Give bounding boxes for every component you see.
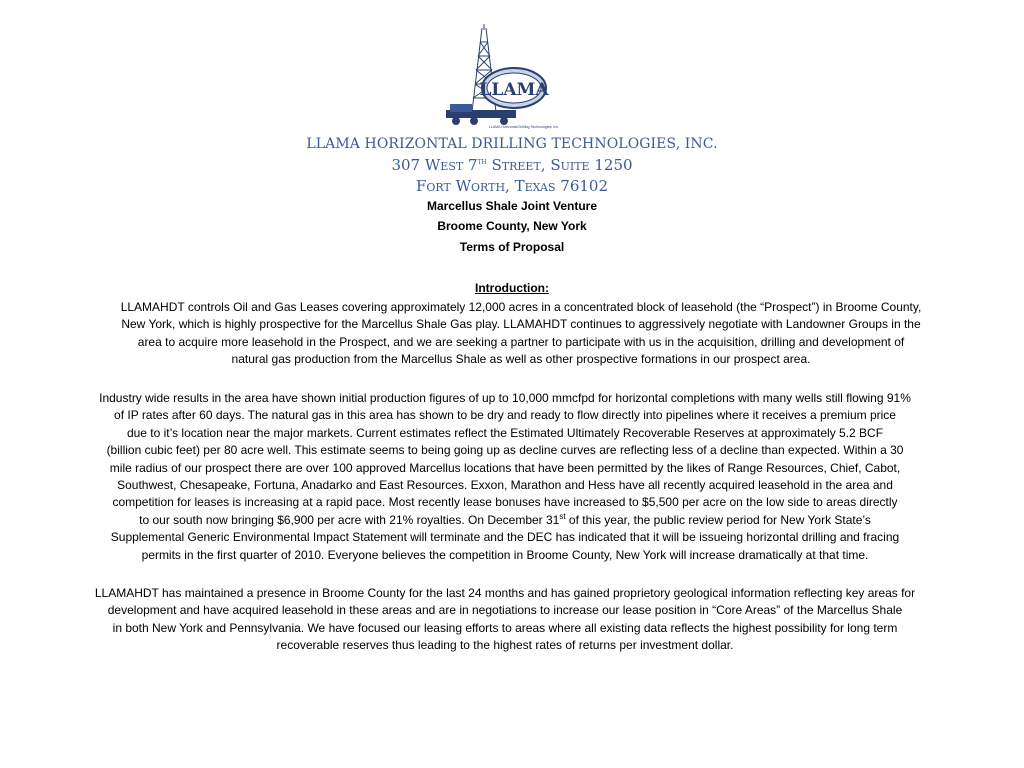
paragraph-line: LLAMAHDT controls Oil and Gas Leases covering approximately 12,000 acres in a concentrated block of leasehold (the “Prospect”) in Broome County, — [120, 300, 922, 314]
document-title: Marcellus Shale Joint Venture — [426, 199, 598, 213]
introduction-heading: Introduction: — [475, 281, 549, 295]
paragraph-line: due to it’s location near the major markets. Current estimates reflect the Estimated Ultimately Recoverable Reserves at approximately 5.2 BCF — [126, 425, 884, 440]
paragraph-presence — [40, 585, 970, 655]
company-name: LLAMA HORIZONTAL DRILLING TECHNOLOGIES, INC. — [306, 136, 718, 152]
paragraph-line: LLAMAHDT has maintained a presence in Broome County for the last 24 months and has gained proprietory geological information reflecting key areas for — [94, 586, 916, 600]
date-ordinal: st — [559, 511, 566, 521]
paragraph-line: Southwest, Chesapeake, Fortuna, Anadarko and East Resources. Exxon, Marathon and Hess have all recently acquired leasehold in the area and — [117, 478, 893, 493]
paragraph-line: development and have acquired leasehold in these areas and are in negotiations to increase our lease position in “Core Areas” of the Marcellus Shale — [107, 603, 903, 618]
paragraph-line: Industry wide results in the area have shown initial production figures of up to 10,000 mmcfpd for horizontal completions with many wells still flowing 91% — [99, 391, 911, 405]
logo-subtext: LLAMA Horizontal Drilling Technologies, Inc. — [488, 125, 560, 129]
paragraph-line: mile radius of our prospect there are over 100 approved Marcellus locations that have been permitted by the likes of Range Resources, Chief, Cabot, — [109, 460, 901, 475]
document-location: Broome County, New York — [437, 219, 587, 233]
paragraph-prospect — [56, 299, 986, 369]
line-text: to our south now bringing $6,900 per acre with 21% royalties. On December 31 — [139, 512, 560, 527]
paragraph-line: Supplemental Generic Environmental Impact Statement will terminate and the DEC has indicated that it will be issueing horizontal drilling and fracing — [110, 530, 900, 545]
document-subtitle: Terms of Proposal — [459, 240, 565, 254]
paragraph-line: recoverable reserves thus leading to the highest rates of returns per investment dollar. — [276, 638, 734, 653]
paragraph-line: (billion cubic feet) per 80 acre well. This estimate seems to being going up as decline curves are reflecting less of a decline than expected. Within a 30 — [106, 443, 904, 458]
drilling-rig-logo-icon — [430, 24, 560, 134]
company-logo — [430, 24, 560, 134]
paragraph-line: natural gas production from the Marcellus Shale as well as other prospective formations in our prospect area. — [231, 352, 811, 367]
paragraph-line: competition for leases is increasing at a rapid pace. Most recently lease bonuses have increased to $5,500 per acre on the low side to areas directly — [112, 495, 898, 510]
street-prefix: 307 West 7 — [391, 156, 478, 174]
company-street — [0, 155, 1024, 175]
paragraph-line: New York, which is highly prospective for the Marcellus Shale Gas play. LLAMAHDT continues to aggressively negotiate with Landowner Groups in the — [121, 317, 921, 332]
company-city: Fort Worth, Texas 76102 — [415, 177, 609, 195]
street-suffix: Street, Suite 1250 — [486, 156, 633, 174]
paragraph-line: of IP rates after 60 days. The natural gas in this area has shown to be dry and ready to flow directly into pipelines where it receives a premium price — [114, 408, 896, 423]
line-text: of this year, the public review period for New York State’s — [565, 512, 871, 527]
paragraph-line: area to acquire more leasehold in the Prospect, and we are seeking a partner to participate with us in the acquisition, drilling and development of — [137, 334, 905, 349]
street-ordinal: th — [477, 157, 487, 167]
paragraph-line: in both New York and Pennsylvania. We have focused our leasing efforts to areas where all existing data reflects the highest possibility for long term — [112, 620, 898, 635]
paragraph-line: permits in the first quarter of 2010. Everyone believes the competition in Broome County, New York will increase dramatically at that time. — [141, 547, 869, 562]
paragraph-line — [40, 512, 970, 529]
paragraph-industry-results — [40, 390, 970, 564]
logo-text: LLAMA — [479, 80, 549, 100]
